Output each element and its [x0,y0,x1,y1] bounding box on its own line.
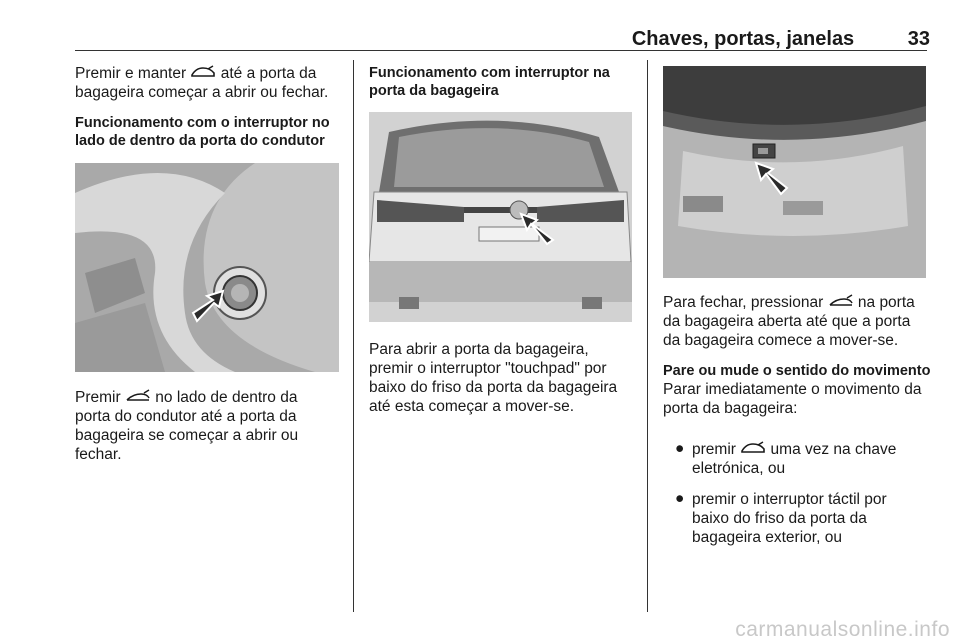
chapter-title: Chaves, portas, janelas [631,28,855,50]
stop-heading: Pare ou mude o sentido do movimento [663,363,931,379]
bullet-2-text: premir o interruptor táctil por baixo do friso da porta da bagageira exterior, ou [692,491,887,546]
bullet-1-marker: ● [675,440,685,457]
bullet-1-text: premir uma vez na chave eletrónica, ou [692,441,897,477]
tailgate-switch-heading: Funcionamento com interruptor na porta da bagageira [369,65,610,99]
column-divider-1 [353,60,354,612]
bullet-2-marker: ● [675,490,685,507]
driver-door-heading: Funcionamento com o interruptor no lado de dentro da porta do condutor [75,115,330,149]
column-3 [663,293,931,418]
watermark: carmanualsonline.info [735,618,950,641]
driver-door-switch-figure [75,163,339,372]
tailgate-key-icon [740,441,766,455]
page-header [632,28,930,51]
tailgate-switch-icon [828,294,854,308]
header-rule [75,50,927,51]
intro-paragraph: Premir e manter até a porta da bagageira começar a abrir ou fechar. [75,65,329,101]
tailgate-inner-switch-figure [663,66,926,278]
stop-text: Parar imediatamente o movimento da porta da bagageira: [663,381,922,417]
column-divider-2 [647,60,648,612]
driver-door-caption: Premir no lado de dentro da porta do condutor até a porta da bagageira se começar a abrir ou fechar. [75,389,299,463]
tailgate-switch-text: Para abrir a porta da bagageira, premir o interruptor "touchpad" por baixo do friso da porta da bagageira até esta começar a mover-se. [369,341,618,415]
tailgate-touchpad-figure [369,112,632,322]
column-1 [75,64,345,150]
close-paragraph: Para fechar, pressionar na porta da bagageira aberta até que a porta da bagageira comece a mover-se. [663,294,915,349]
tailgate-key-icon [190,65,216,79]
tailgate-switch-icon [125,389,151,403]
column-2 [369,64,635,100]
page-number: 33 [907,28,930,50]
